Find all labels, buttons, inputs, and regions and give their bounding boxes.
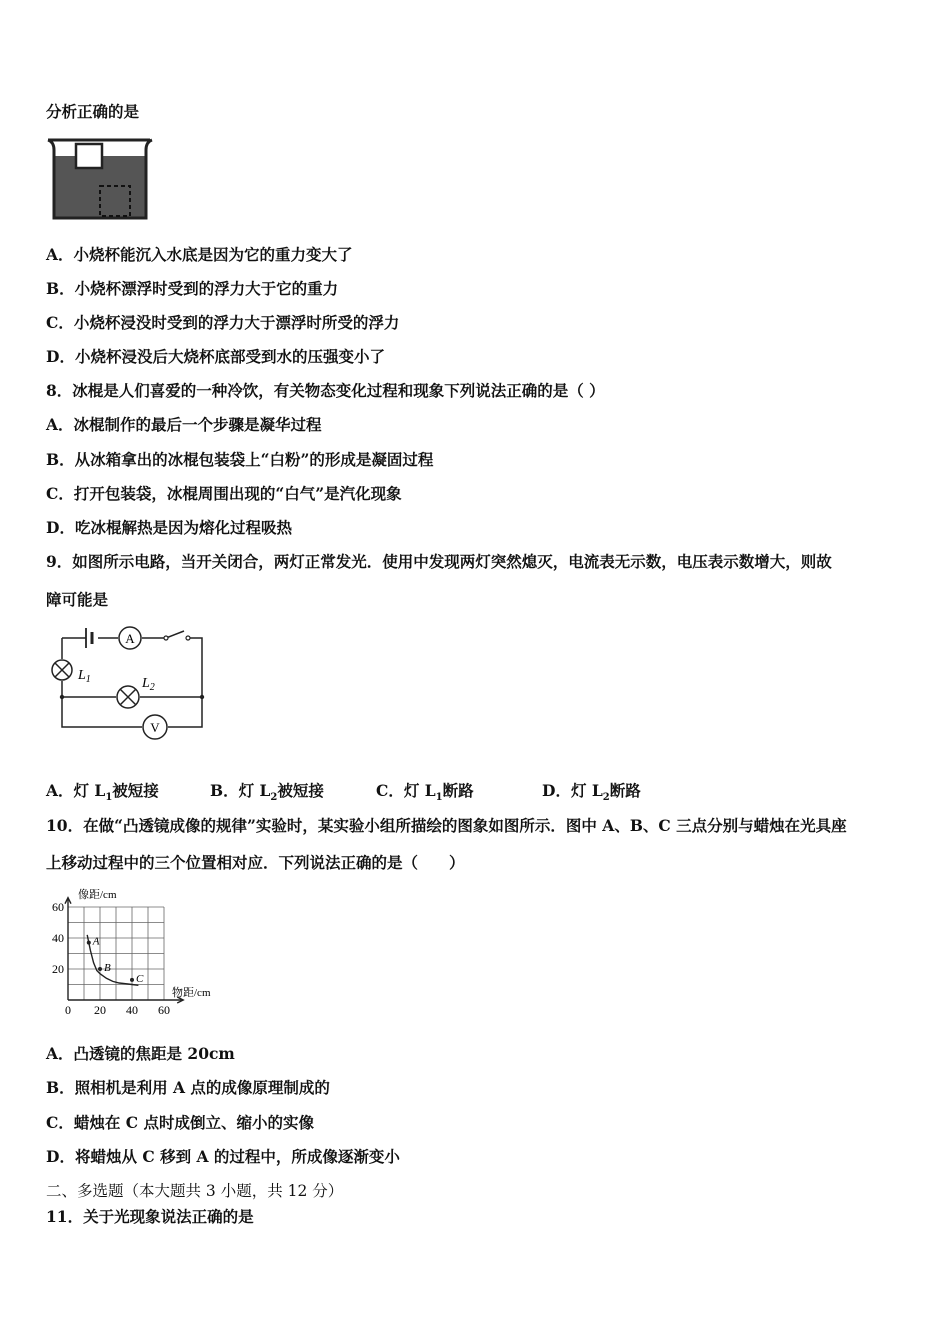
x-tick-label: 40 [126, 1003, 138, 1017]
lamp2-label: L [142, 676, 150, 691]
chart-grid [68, 907, 164, 1000]
q9-stem-line1: 9．如图所示电路，当开关闭合，两灯正常发光．使用中发现两灯突然熄灭，电流表无示数，电压表示数增大，则故 [46, 552, 832, 571]
q8-option-a: A．冰棍制作的最后一个步骤是凝华过程 [46, 415, 322, 434]
chart-ylabel: 像距/cm [78, 889, 117, 901]
chart-axes [65, 898, 183, 1003]
point-c [130, 978, 134, 982]
q8-stem: 8．冰棍是人们喜爱的一种冷饮，有关物态变化过程和现象下列说法正确的是（ ） [46, 381, 605, 400]
q10-option-b: B．照相机是利用 A 点的成像原理制成的 [46, 1078, 330, 1097]
point-label-b: B [104, 962, 111, 974]
q8-option-c: C．打开包装袋，冰棍周围出现的“白气”是汽化现象 [46, 484, 402, 503]
lamp1-label: L [78, 668, 86, 683]
point-label-a: A [92, 935, 100, 948]
x-tick-label: 0 [65, 1003, 71, 1017]
q8-option-d: D．吃冰棍解热是因为熔化过程吸热 [46, 518, 292, 537]
q9-option-a: A．灯 $L_1$被短接 [46, 781, 159, 804]
svg-text:L1 [77, 668, 91, 685]
q7-option-a: A．小烧杯能沉入水底是因为它的重力变大了 [46, 245, 353, 264]
q9-option-c: C．灯 $L_1$断路 [376, 781, 474, 804]
y-tick-label: 20 [52, 962, 64, 976]
point-a [87, 941, 91, 945]
q7-option-d: D．小烧杯浸没后大烧杯底部受到水的压强变小了 [46, 347, 385, 366]
q7-option-b: B．小烧杯漂浮时受到的浮力大于它的重力 [46, 279, 339, 298]
lamp2-label-sub: 2 [149, 682, 155, 693]
voltmeter-label: V [150, 720, 160, 735]
point-b [98, 967, 102, 971]
q7-option-c: C．小烧杯浸没时受到的浮力大于漂浮时所受的浮力 [46, 313, 400, 332]
q10-option-d: D．将蜡烛从 C 移到 A 的过程中，所成像逐渐变小 [46, 1147, 400, 1166]
svg-text:L2 [141, 676, 155, 693]
lens-chart [44, 882, 234, 1018]
small-beaker-floating [76, 144, 102, 168]
q10-option-a: A．凸透镜的焦距是 20cm [46, 1044, 235, 1063]
q10-option-c: C．蜡烛在 C 点时成倒立、缩小的实像 [46, 1113, 314, 1132]
q10-stem-line2: 上移动过程中的三个位置相对应．下列说法正确的是（ ） [46, 853, 465, 872]
ammeter-label: A [125, 631, 135, 646]
q8-option-b: B．从冰箱拿出的冰棍包装袋上“白粉”的形成是凝固过程 [46, 450, 434, 469]
q9-option-b: B．灯 $L_2$被短接 [210, 781, 324, 804]
switch-lever [166, 631, 184, 638]
beaker-figure [44, 138, 156, 222]
q10-stem-line1: 10．在做“凸透镜成像的规律”实验时，某实验小组所描绘的图象如图所示．图中 A、B、C 三点分别与蜡烛在光具座 [46, 816, 847, 835]
q7-stem-tail: 分析正确的是 [46, 102, 140, 121]
section2-heading: 二、多选题（本大题共 3 小题，共 12 分） [46, 1182, 344, 1200]
chart-xlabel: 物距/cm [172, 987, 211, 999]
lamp1-label-sub: 1 [85, 674, 91, 685]
q11-stem: 11．关于光现象说法正确的是 [46, 1207, 254, 1226]
point-label-c: C [136, 972, 144, 985]
y-tick-label: 40 [52, 931, 64, 945]
y-tick-label: 60 [52, 900, 64, 914]
x-tick-label: 20 [94, 1003, 106, 1017]
circuit-diagram [44, 625, 214, 743]
q9-option-d: D．灯 $L_2$断路 [542, 781, 641, 804]
q9-stem-line2: 障可能是 [46, 590, 109, 609]
x-tick-label: 60 [158, 1003, 170, 1017]
chart-points [87, 936, 144, 985]
